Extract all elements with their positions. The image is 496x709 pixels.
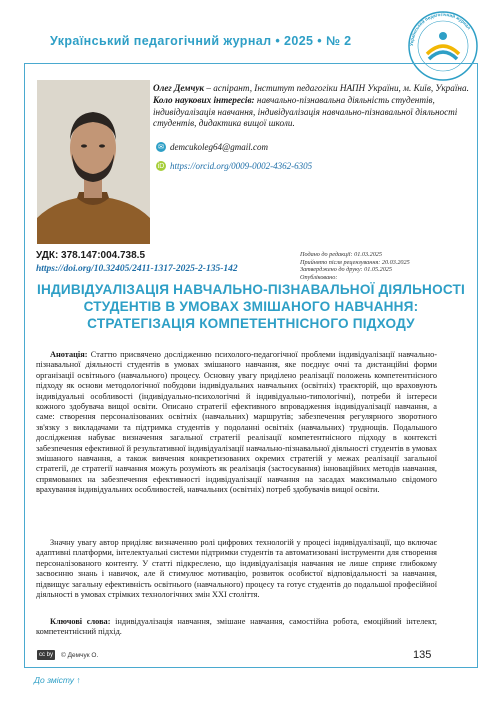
journal-header: [50, 34, 352, 48]
abstract-paragraph-1: [36, 350, 437, 496]
orcid-icon: iD: [157, 162, 165, 170]
copyright-text: © Демчук О.: [61, 651, 99, 659]
author-interests: навчально-пізнавальна діяльність студентів, індивідуалізація навчання, індивідуалізація навчально-пізнавальної діяльності студентів, дидактика вищої школи.: [153, 94, 458, 129]
orcid-row: [156, 161, 312, 171]
date-published: Опубліковано:: [300, 273, 338, 281]
author-info: [153, 83, 473, 130]
date-reviewed: Прийнято після рецензування: 20.03.2025: [300, 258, 410, 266]
date-received: Подано до редакції: 01.03.2025: [300, 251, 382, 258]
journal-issue: № 2: [325, 34, 352, 48]
journal-year: 2025: [284, 34, 314, 48]
abstract-label: Анотація:: [50, 350, 88, 359]
toc-link[interactable]: До змісту ↑: [34, 675, 81, 685]
page-number: 135: [413, 649, 432, 661]
author-position: – аспірант, Інститут педагогіки НАПН України, м. Київ, Україна.: [204, 83, 469, 93]
interests-label: Коло наукових інтересів:: [153, 94, 255, 105]
abstract-text-1: Статтю присвячено дослідженню психолого-педагогічної проблеми індивідуалізації навчально-пізнавальної діяльності студентів в умовах змішаного навчання, яке поєднує очні та дистанційні форми організації освітнього (навчального) процесу. Основну увагу приділено реалізації положень компетентнісного підходу як основи методологічної побудови індивідуальних навчальних (освітніх) траєкторій, що враховують індивідуальні особливості (індивідуально-психологічні й індивідуально-типологічні), потреби й інтереси кожного здобувача вищої освіти. Описано стратегії ефективного впровадження індивідуалізації навчання, а саме: створення персоналізованих освітніх (навчальних) маршрутів; забезпечення регулярного зворотного зв'язку з викладачами та підтримка студентів у подоланні освітніх (навчальних) труднощів. Подальшого дослідження набуває визначення загальної стратегії реалізації компетентнісного підходу в контексті забезпечення ефективної й результативної індивідуалізації навчально-пізнавальної діяльності студентів в умовах змішаного навчання, а також вивчення конкретизованих окремих стратегій у межах реалізації загальної стратегії, де стратегії навчання можуть розуміють як реалізація (застосування) інноваційних методів навчання, спрямованих на забезпечення ефективності індивідуалізації навчання на засадах максимально свідомого врахування індивідуальних особливостей, навчальних (освітніх) потреб здобувачів вищої освіти.: [36, 350, 437, 495]
author-name: Олег Демчук: [153, 83, 205, 93]
email-row: [156, 142, 268, 152]
doi-link[interactable]: https://doi.org/10.32405/2411-1317-2025-2-135-142: [36, 264, 238, 274]
date-approved: Затверджено до друку: 01.05.2025: [300, 266, 392, 274]
journal-name: Український педагогічний журнал: [50, 34, 272, 48]
abstract-paragraph-2: [36, 538, 437, 600]
keywords-text: індивідуалізація навчання, змішане навчання, самостійна робота, емоційний інтелект, компетентнісний підхід.: [36, 617, 437, 637]
logo-ring-text: Український педагогічний журнал: [408, 11, 472, 47]
publication-dates: [300, 251, 410, 281]
email-icon: ✉: [156, 142, 166, 152]
author-photo: [37, 80, 150, 244]
author-orcid[interactable]: https://orcid.org/0009-0002-4362-6305: [170, 161, 313, 171]
license-block: [37, 650, 98, 660]
keywords-label: Ключові слова:: [50, 617, 111, 626]
abstract-text-2: Значну увагу автор приділяє визначенню ролі цифрових технологій у процесі індивідуалізації, що включає адаптивні платформи, інтелектуальні системи підтримки студентів та автоматизовані інструменти для створення персоналізованого контенту. У статті підкреслено, що індивідуалізація навчання не лише сприяє глибокому засвоєнню знань і навичок, але й стимулює мотивацію, розвиток особистої відповідальності за навчання, підвищує загальну ефективність освітнього (навчального) процесу та готує студентів до подальшої професійної діяльності в умовах стрімких технологічних змін XXI століття.: [36, 538, 437, 600]
udc-code: УДК: 378.147:004.738.5: [36, 250, 146, 261]
author-email[interactable]: demcukoleg64@gmail.com: [170, 142, 269, 152]
header-separator: •: [275, 34, 284, 48]
article-title: ІНДИВІДУАЛІЗАЦІЯ НАВЧАЛЬНО-ПІЗНАВАЛЬНОЇ ДІЯЛЬНОСТІ СТУДЕНТІВ В УМОВАХ ЗМІШАНОГО НАВЧАННЯ: СТРАТЕГІЗАЦІЯ КОМПЕТЕНТНІСНОГО ПІДХОДУ: [36, 282, 466, 331]
header-separator: •: [317, 34, 326, 48]
cc-license-badge[interactable]: cc by: [39, 652, 54, 658]
keywords-paragraph: [36, 617, 437, 638]
